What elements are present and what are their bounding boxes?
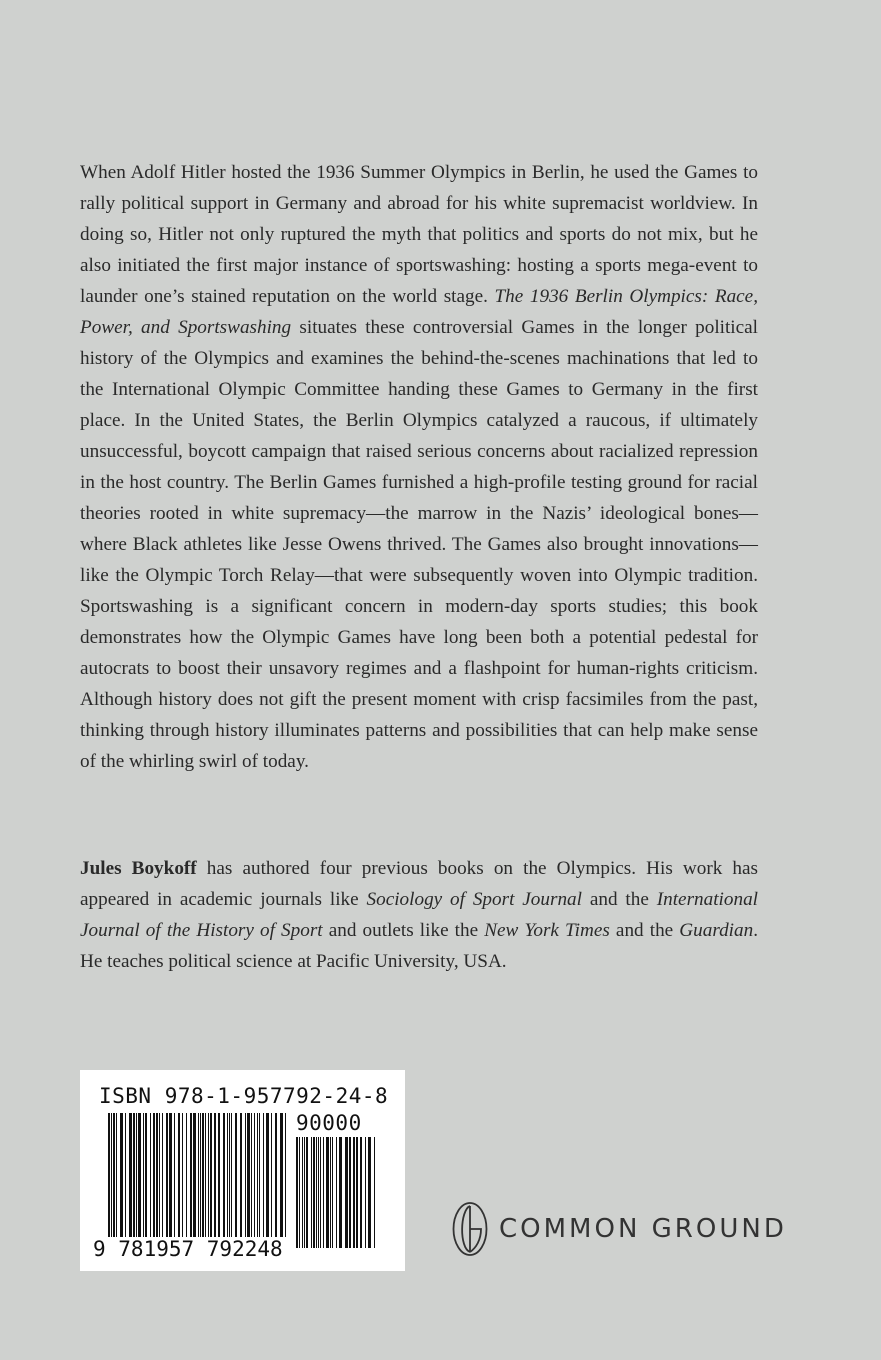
- barcode-bar: [235, 1113, 237, 1248]
- bio-text-5: . He teaches political science at Pacific University, USA.: [80, 920, 758, 972]
- barcode-bar: [178, 1113, 180, 1248]
- barcode-bar: [365, 1137, 366, 1248]
- isbn-barcode: [80, 1070, 405, 1271]
- blurb-book-title: The 1936 Berlin Olympics: Race, Power, and Sportswashing: [80, 286, 758, 338]
- barcode-bar: [240, 1113, 242, 1248]
- book-blurb: [80, 157, 758, 777]
- barcode-bar: [285, 1113, 286, 1248]
- barcode-bar: [136, 1113, 137, 1248]
- barcode-bar: [120, 1113, 123, 1248]
- barcode-bar: [116, 1113, 117, 1248]
- bio-text-2: and the: [581, 889, 657, 910]
- bio-outlet-2: Guardian: [679, 920, 754, 941]
- barcode-bar: [353, 1137, 355, 1248]
- bio-text-3: and outlets like the: [322, 920, 485, 941]
- barcode-bar: [227, 1113, 228, 1248]
- barcode-bar: [316, 1137, 317, 1248]
- barcode-bar: [330, 1137, 331, 1248]
- barcode-bar: [174, 1113, 175, 1248]
- barcode-bar: [339, 1137, 342, 1248]
- bio-journal-1: Sociology of Sport Journal: [366, 889, 582, 910]
- barcode-bar: [218, 1113, 220, 1248]
- barcode-bar: [296, 1137, 298, 1248]
- barcode-bar: [205, 1113, 206, 1248]
- barcode-bar: [247, 1113, 250, 1248]
- bio-text-4: and the: [609, 920, 680, 941]
- barcode-bar: [280, 1113, 283, 1248]
- publisher-name: COMMON GROUND: [499, 1214, 787, 1244]
- barcode-bar: [153, 1113, 155, 1248]
- barcode-bar: [313, 1137, 315, 1248]
- barcode-bar: [374, 1137, 375, 1248]
- barcode-bar: [311, 1137, 312, 1248]
- barcode-bar: [299, 1137, 300, 1248]
- blurb-text-2: situates these controversial Games in the longer political history of the Olympics and examines the behind-the-scenes machinations that led to the International Olympic Committee handing these Games to Germany in the first place. In the United States, the Berlin Olympics catalyzed a raucous, if ultimately unsuccessful, boycott campaign that raised serious concerns about racialized repression in the host country. The Berlin Games furnished a high-profile testing ground for racial theories rooted in white supremacy—the marrow in the Nazis’ ideological bones—where Black athletes like Jesse Owens thrived. The Games also brought innovations—like the Olympic Torch Relay—that were subsequently woven into Olympic tradition. Sportswashing is a significant concern in modern-day sports studies; this book demonstrates how the Olympic Games have long been both a potential pedestal for autocrats to boost their unsavory regimes and a flashpoint for human-rights criticism. Although history does not gift the present moment with crisp facsimiles from the past, thinking through history illuminates patterns and possibilities that can help make sense of the whirling swirl of today.: [80, 317, 759, 772]
- barcode-bar: [345, 1137, 348, 1248]
- barcode-bar: [198, 1113, 199, 1248]
- author-name: Jules Boykoff: [80, 858, 197, 879]
- barcode-bar: [202, 1113, 204, 1248]
- author-bio: [80, 853, 758, 977]
- barcode-bar: [349, 1137, 351, 1248]
- barcode-bar: [108, 1113, 110, 1248]
- barcode-bar: [259, 1113, 260, 1248]
- price-code: 90000: [296, 1111, 362, 1135]
- barcode-bar: [214, 1113, 216, 1248]
- barcode-bars-addon: [296, 1137, 376, 1248]
- barcode-bar: [318, 1137, 319, 1248]
- barcode-bar: [111, 1113, 112, 1248]
- barcode-bar: [254, 1113, 255, 1248]
- publisher-imprint: [451, 1200, 787, 1258]
- barcode-bar: [159, 1113, 160, 1248]
- barcode-bar: [145, 1113, 147, 1248]
- barcode-bar: [200, 1113, 201, 1248]
- barcode-bar: [368, 1137, 371, 1248]
- barcode-bar: [138, 1113, 141, 1248]
- barcode-bar: [245, 1113, 246, 1248]
- isbn-label: ISBN 978-1-957792-24-8: [99, 1084, 389, 1108]
- barcode-bar: [275, 1113, 277, 1248]
- common-ground-logo-icon: [451, 1200, 489, 1258]
- barcode-bar: [266, 1113, 269, 1248]
- bio-outlet-1: New York Times: [484, 920, 610, 941]
- barcode-bar: [360, 1137, 362, 1248]
- barcode-bar: [125, 1113, 126, 1248]
- barcode-bar: [356, 1137, 358, 1248]
- barcode-bar: [156, 1113, 158, 1248]
- barcode-bar: [208, 1113, 209, 1248]
- barcode-bar: [169, 1113, 172, 1248]
- barcode-bar: [231, 1113, 232, 1248]
- bio-text-1: has authored four previous books on the Olympics. His work has appeared in academic journals like: [80, 858, 758, 910]
- barcode-bar: [113, 1113, 115, 1248]
- blurb-text-1: When Adolf Hitler hosted the 1936 Summer Olympics in Berlin, he used the Games to rally political support in Germany and abroad for his white supremacist worldview. In doing so, Hitler not only ruptured the myth that politics and sports do not mix, but he also initiated the first major instance of sportswashing: hosting a sports mega-event to launder one’s stained reputation on the world stage.: [80, 162, 758, 307]
- barcode-bar: [193, 1113, 196, 1248]
- barcode-bar: [223, 1113, 225, 1248]
- bio-journal-2: International Journal of the History of Sport: [80, 889, 758, 941]
- barcode-bar: [323, 1137, 324, 1248]
- barcode-bar: [306, 1137, 308, 1248]
- barcode-bar: [143, 1113, 144, 1248]
- barcode-bar: [186, 1113, 187, 1248]
- barcode-bar: [332, 1137, 333, 1248]
- barcode-bar: [326, 1137, 329, 1248]
- barcode-bar: [150, 1113, 151, 1248]
- barcode-bar: [304, 1137, 305, 1248]
- barcode-bar: [336, 1137, 337, 1248]
- barcode-bar: [133, 1113, 135, 1248]
- barcode-bar: [182, 1113, 183, 1248]
- barcode-bar: [190, 1113, 192, 1248]
- barcode-bar: [320, 1137, 321, 1248]
- barcode-bar: [166, 1113, 168, 1248]
- barcode-digits: 9 781957 792248: [93, 1237, 286, 1261]
- barcode-bar: [302, 1137, 303, 1248]
- barcode-bar: [263, 1113, 264, 1248]
- barcode-bar: [229, 1113, 230, 1248]
- barcode-bar: [271, 1113, 272, 1248]
- barcode-bar: [129, 1113, 132, 1248]
- barcode-bar: [251, 1113, 252, 1248]
- barcode-bars-main: [108, 1113, 288, 1248]
- barcode-bar: [210, 1113, 212, 1248]
- barcode-bar: [162, 1113, 163, 1248]
- barcode-bar: [257, 1113, 258, 1248]
